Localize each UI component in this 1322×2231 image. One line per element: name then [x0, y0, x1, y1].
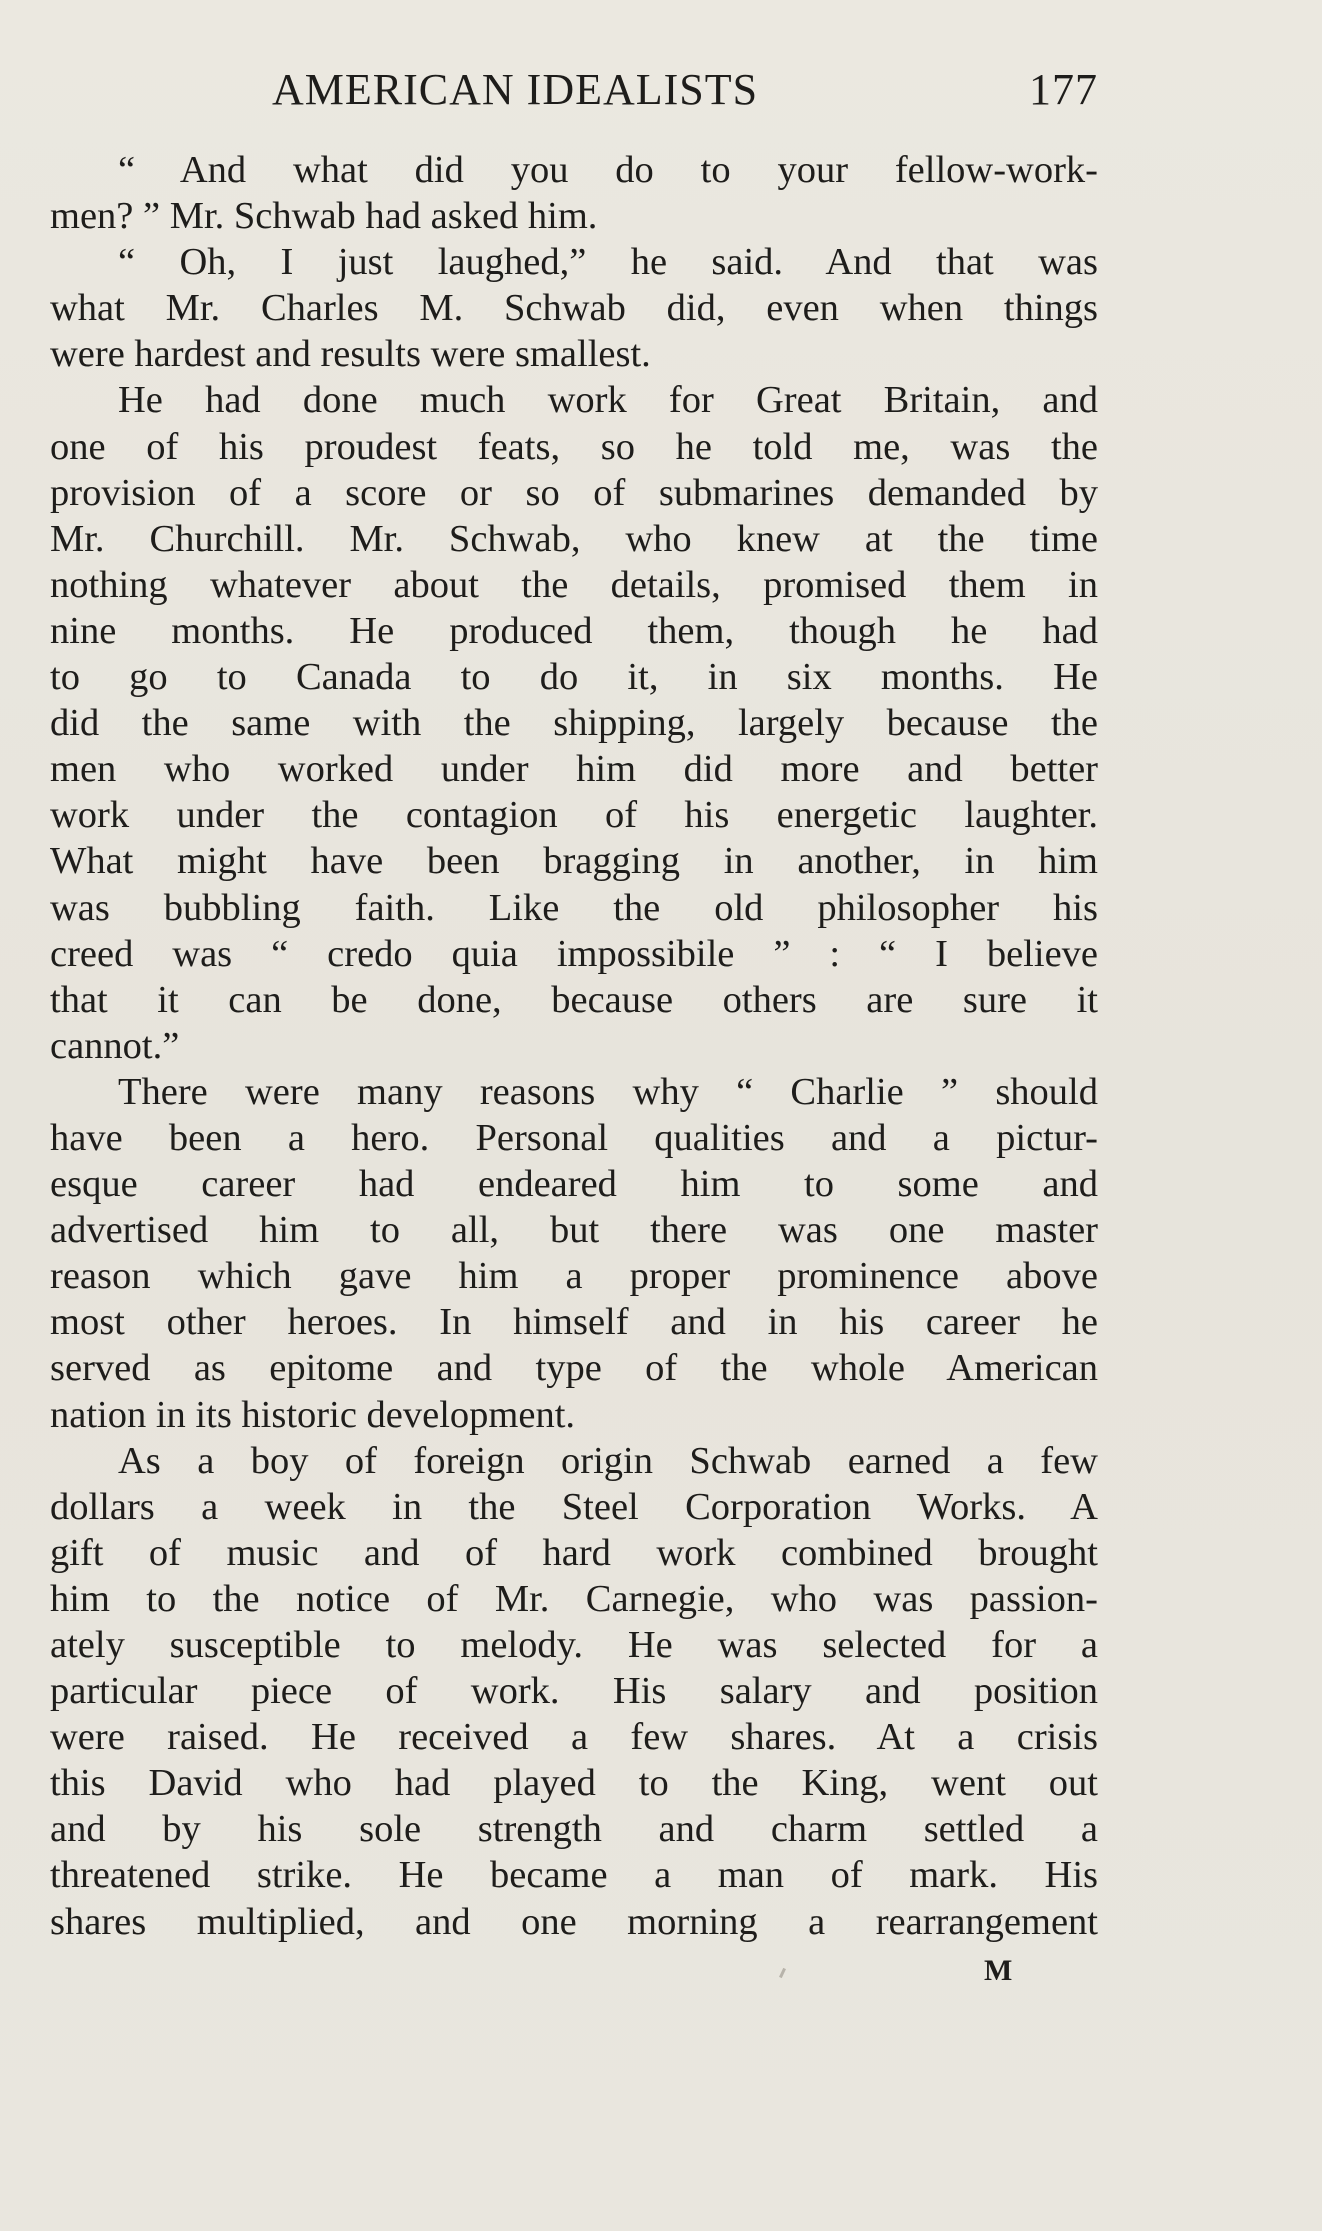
text-line: shares multiplied, and one morning a rearrangement — [50, 1900, 1098, 1943]
text-line: have been a hero. Personal qualities and a pictur- — [50, 1116, 1098, 1159]
text-line: cannot.” — [50, 1024, 180, 1067]
text-line: esque career had endeared him to some and — [50, 1163, 1098, 1206]
text-line: did the same with the shipping, largely because the — [50, 702, 1098, 745]
text-line: were hardest and results were smallest. — [50, 333, 651, 376]
text-line: and by his sole strength and charm settled a — [50, 1808, 1098, 1851]
text-line: nine months. He produced them, though he had — [50, 609, 1098, 652]
text-line: What might have been bragging in another, in him — [50, 840, 1098, 883]
text-line: to go to Canada to do it, in six months. He — [50, 656, 1098, 699]
text-line: provision of a score or so of submarines demanded by — [50, 471, 1098, 514]
text-line: “ Oh, I just laughed,” he said. And that was — [118, 241, 1098, 284]
text-line: nothing whatever about the details, promised them in — [50, 563, 1098, 606]
text-line: him to the notice of Mr. Carnegie, who was passion- — [50, 1577, 1098, 1620]
text-line: what Mr. Charles M. Schwab did, even when things — [50, 287, 1098, 330]
text-line: work under the contagion of his energetic laughter. — [50, 794, 1098, 837]
text-line: There were many reasons why “ Charlie ” should — [118, 1070, 1098, 1113]
text-line: threatened strike. He became a man of mark. His — [50, 1854, 1098, 1897]
text-line: “ And what did you do to your fellow-work- — [118, 149, 1098, 191]
text-line: gift of music and of hard work combined brought — [50, 1531, 1098, 1574]
text-line: most other heroes. In himself and in his career he — [50, 1301, 1098, 1344]
text-line: was bubbling faith. Like the old philosopher his — [50, 886, 1098, 929]
text-line: one of his proudest feats, so he told me, was the — [50, 425, 1098, 468]
paper-speck — [779, 1968, 786, 1978]
text-line: served as epitome and type of the whole American — [50, 1347, 1098, 1390]
page-header — [272, 64, 1098, 120]
text-line: He had done much work for Great Britain, and — [118, 379, 1098, 422]
text-line: As a boy of foreign origin Schwab earned a few — [118, 1439, 1098, 1482]
text-line: advertised him to all, but there was one master — [50, 1209, 1098, 1252]
signature-mark: M — [984, 1954, 1013, 1987]
text-line: this David who had played to the King, went out — [50, 1762, 1098, 1805]
text-line: nation in its historic development. — [50, 1393, 576, 1436]
text-line: men who worked under him did more and better — [50, 748, 1098, 791]
text-line: creed was “ credo quia impossibile ” : “ I believe — [50, 932, 1098, 975]
text-line: particular piece of work. His salary and position — [50, 1670, 1098, 1713]
text-line: dollars a week in the Steel Corporation Works. A — [50, 1485, 1098, 1528]
text-line: that it can be done, because others are sure it — [50, 978, 1098, 1021]
text-line: Mr. Churchill. Mr. Schwab, who knew at the time — [50, 517, 1098, 560]
text-line: reason which gave him a proper prominence above — [50, 1255, 1098, 1298]
body-text — [50, 147, 1098, 1945]
page-number: 177 — [1029, 65, 1098, 114]
text-line: were raised. He received a few shares. At a crisis — [50, 1716, 1098, 1759]
running-title: AMERICAN IDEALISTS — [272, 65, 759, 114]
text-line: men? ” Mr. Schwab had asked him. — [50, 195, 598, 238]
text-line: ately susceptible to melody. He was selected for a — [50, 1624, 1098, 1666]
